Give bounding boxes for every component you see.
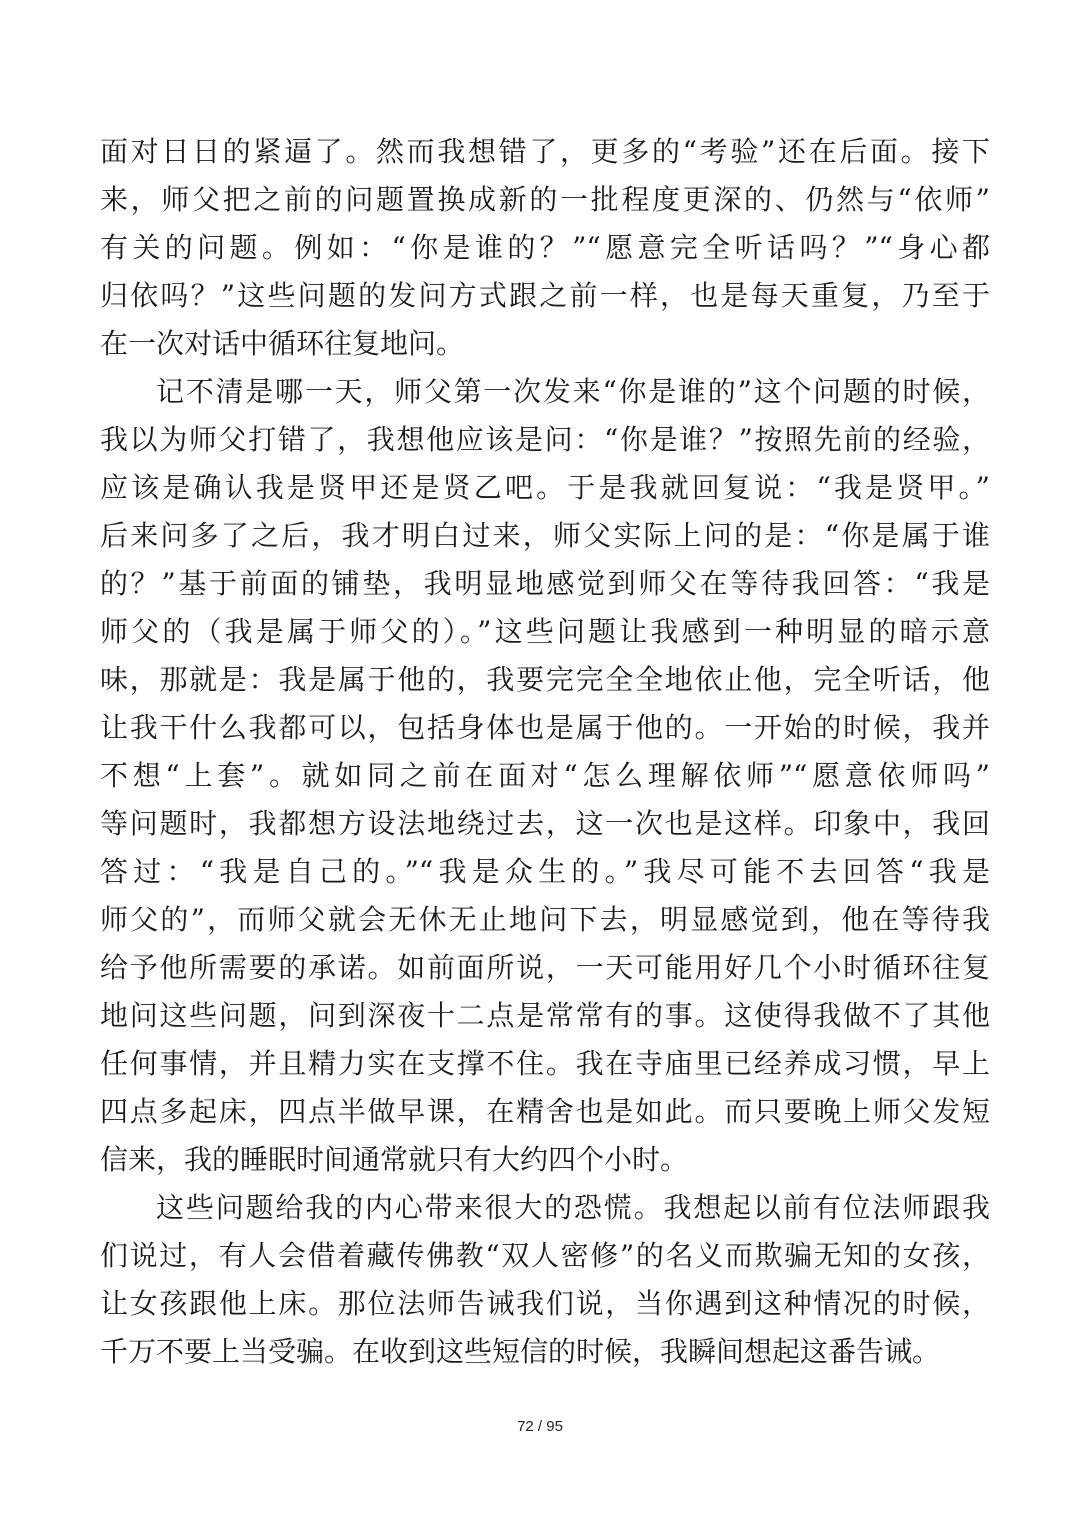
text-line: 在一次对话中循环往复地问。 [100, 327, 465, 360]
text-line: 任何事情，并且精力实在支撑不住。我在寺庙里已经养成习惯，早上 [100, 1047, 990, 1080]
paragraph-2 [100, 368, 990, 1184]
text-line: 的？”基于前面的铺垫，我明显地感觉到师父在等待我回答：“我是 [100, 567, 990, 600]
text-line: 们说过，有人会借着藏传佛教“双人密修”的名义而欺骗无知的女孩， [100, 1239, 990, 1272]
text-line: 有关的问题。例如：“你是谁的？”“愿意完全听话吗？”“身心都 [100, 231, 990, 264]
text-line: 信来，我的睡眠时间通常就只有大约四个小时。 [100, 1143, 689, 1176]
text-line: 归依吗？”这些问题的发问方式跟之前一样，也是每天重复，乃至于 [100, 279, 990, 312]
text-line: 味，那就是：我是属于他的，我要完完全全地依止他，完全听话，他 [100, 663, 990, 696]
text-line: 我以为师父打错了，我想他应该是问：“你是谁？”按照先前的经验， [100, 423, 990, 456]
text-line: 不想“上套”。就如同之前在面对“怎么理解依师”“愿意依师吗” [100, 759, 990, 792]
text-line: 来，师父把之前的问题置换成新的一批程度更深的、仍然与“依师” [100, 183, 990, 216]
text-line: 后来问多了之后，我才明白过来，师父实际上问的是：“你是属于谁 [100, 519, 990, 552]
text-line: 应该是确认我是贤甲还是贤乙吧。于是我就回复说：“我是贤甲。” [100, 471, 990, 504]
text-line: 千万不要上当受骗。在收到这些短信的时候，我瞬间想起这番告诫。 [100, 1335, 941, 1368]
text-line: 让女孩跟他上床。那位法师告诫我们说，当你遇到这种情况的时候， [100, 1287, 990, 1320]
text-line: 师父的（我是属于师父的）。”这些问题让我感到一种明显的暗示意 [100, 615, 990, 648]
text-line: 师父的”，而师父就会无休无止地问下去，明显感觉到，他在等待我 [100, 903, 990, 936]
text-line: 四点多起床，四点半做早课，在精舍也是如此。而只要晚上师父发短 [100, 1095, 990, 1128]
body-text [100, 128, 990, 1376]
text-line: 答过：“我是自己的。”“我是众生的。”我尽可能不去回答“我是 [100, 855, 990, 888]
text-line: 这些问题给我的内心带来很大的恐慌。我想起以前有位法师跟我 [156, 1191, 990, 1224]
text-line: 地问这些问题，问到深夜十二点是常常有的事。这使得我做不了其他 [100, 999, 990, 1032]
text-line: 等问题时，我都想方设法地绕过去，这一次也是这样。印象中，我回 [100, 807, 990, 840]
text-line: 面对日日的紧逼了。然而我想错了，更多的“考验”还在后面。接下 [100, 135, 990, 168]
text-line: 给予他所需要的承诺。如前面所说，一天可能用好几个小时循环往复 [100, 951, 990, 984]
text-line: 让我干什么我都可以，包括身体也是属于他的。一开始的时候，我并 [100, 711, 990, 744]
paragraph-1 [100, 128, 990, 368]
page-number: 72 / 95 [517, 1418, 563, 1435]
text-line: 记不清是哪一天，师父第一次发来“你是谁的”这个问题的时候， [156, 375, 990, 408]
paragraph-3 [100, 1184, 990, 1376]
